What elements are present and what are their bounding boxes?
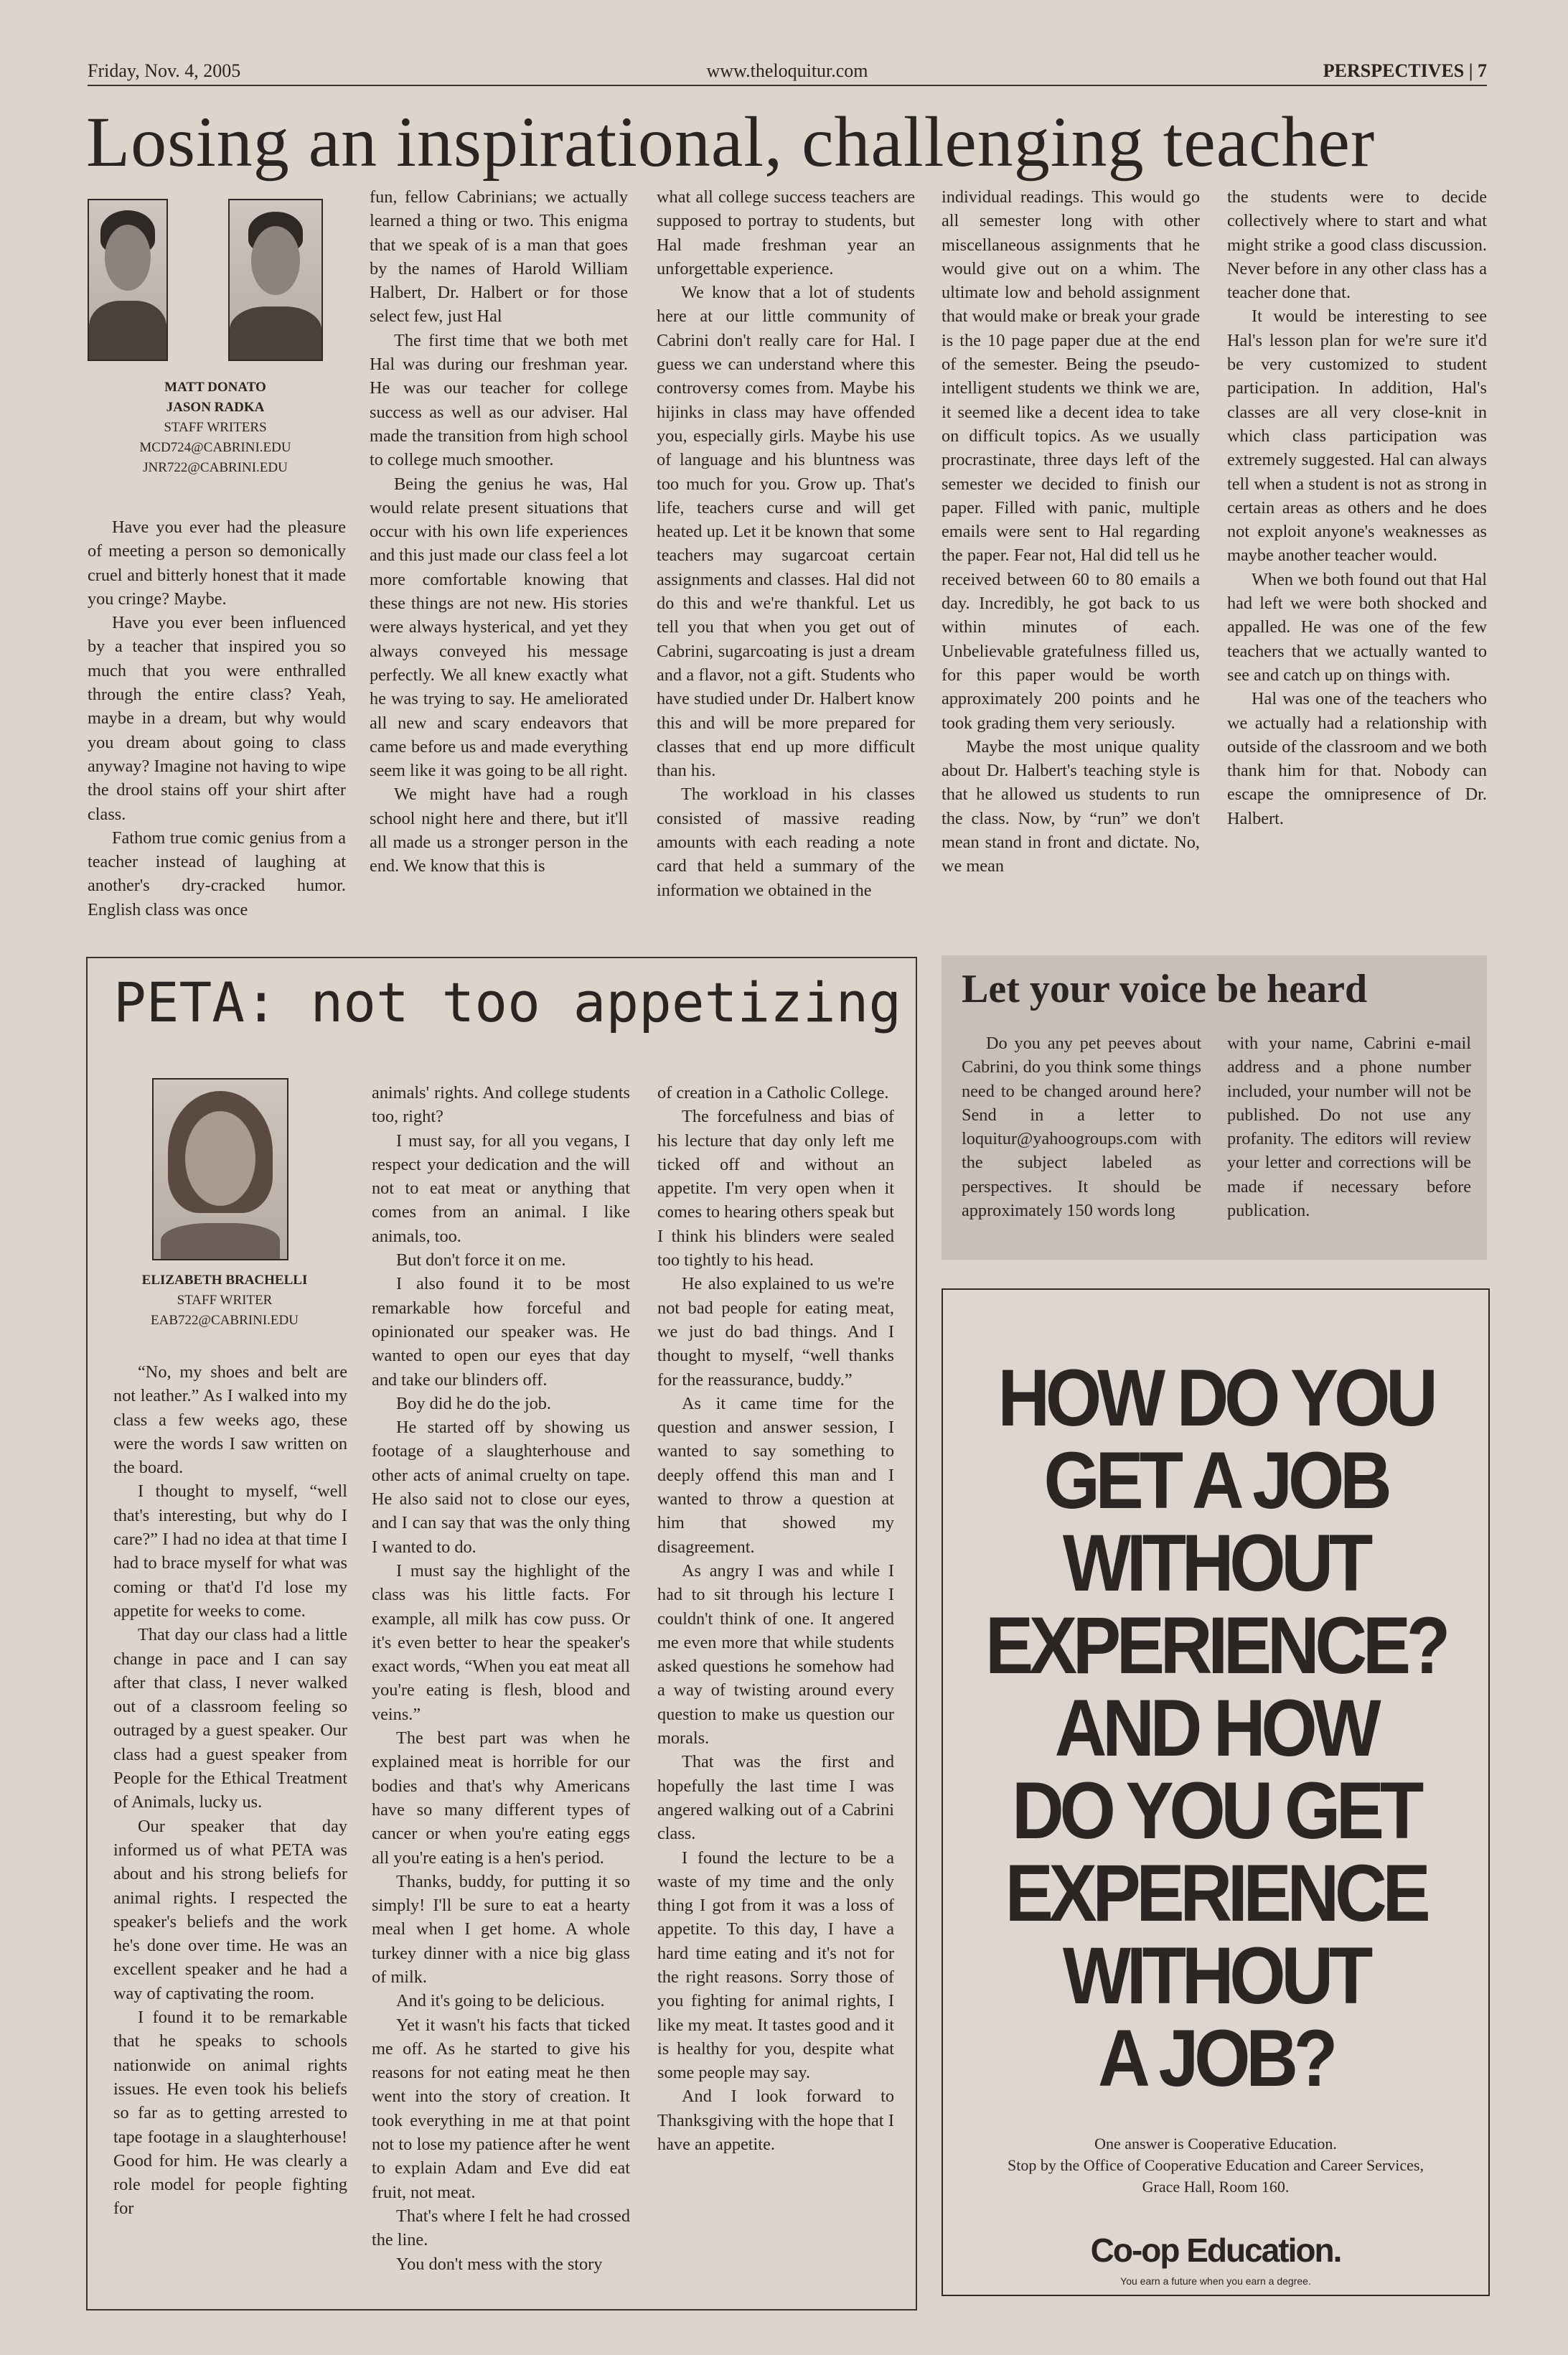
ad-line: A JOB? <box>1097 2013 1334 2103</box>
author-email[interactable]: JNR722@CABRINI.EDU <box>143 460 288 475</box>
coop-logo: Co-op Education. <box>1090 2232 1341 2269</box>
article1-column-1 <box>88 515 346 922</box>
paragraph: I found it to be remarkable that he speaks to schools nationwide on animal rights issues. He even took his beliefs so far as to getting arrested to tape footage in a slaughterhouse! Good for him. He was clearly a role model for people fighting for <box>113 2008 347 2219</box>
paragraph: You don't mess with the story <box>396 2254 603 2274</box>
paragraph: what all college success teachers are supposed to portray to students, but Hal made freshman year an unforgettable experience. <box>657 187 915 278</box>
ad-details <box>942 2133 1490 2198</box>
paragraph: Have you ever had the pleasure of meeting a person so demonically cruel and bitterly honest that it made you cringe? Maybe. <box>88 518 346 609</box>
ad-detail-line: One answer is Cooperative Education. <box>1094 2135 1337 2153</box>
paragraph: individual readings. This would go all semester long with other miscellaneous assignments that he would give out on a whim. The ultimate low and behold assignment that would make or break your grade is the 10 page paper due at the end of the semester. Being the pseudo-intelligent students we think we are, it seemed like a decent idea to take on difficult topics. As we usually procrastinate, three days left of the semester we decided to finish our paper. Filled with panic, multiple emails were sent to Hal regarding the paper. Fear not, Hal did tell us he received between 60 to 80 emails a day. Incredibly, he got back to us within minutes of each. Unbelievable gratefulness filled us, for this paper would be worth approximately 200 points and he took grading them very seriously. <box>942 187 1200 733</box>
site-url[interactable]: www.theloquitur.com <box>706 60 868 81</box>
paragraph: As angry I was and while I had to sit through his lecture I couldn't think of one. It angered me even more that while students asked questions he somehow had a way of twisting around every question to make us question our morals. <box>657 1560 894 1748</box>
ad-line: EXPERIENCE <box>1005 1848 1427 1938</box>
paragraph: The first time that we both met Hal was during our freshman year. He was our teacher for college success as well as our adviser. Hal made the transition from high school to college much smoother. <box>370 330 628 470</box>
ad-line: WITHOUT <box>1062 1931 1369 2021</box>
author-email[interactable]: MCD724@CABRINI.EDU <box>139 440 291 455</box>
paragraph: Maybe the most unique quality about Dr. Halbert's teaching style is that he allowed us students to run the class. Now, by “run” we don't mean stand in front and dictate. No, we mean <box>942 736 1200 876</box>
ad-line: AND HOW <box>1054 1683 1377 1773</box>
author-name: MATT DONATO <box>164 380 266 395</box>
voice-column-2 <box>1227 1031 1471 1222</box>
voice-text: Do you any pet peeves about Cabrini, do you think some things need to be changed around here? Send in a letter to loquitur@yahoogroups.com with the subject labeled as perspectives. It should be approximately 150 words long <box>962 1034 1201 1221</box>
ad-detail-line: Stop by the Office of Cooperative Education and Career Services, <box>1008 2156 1424 2174</box>
article1-column-5 <box>1227 185 1487 830</box>
article2-column-1 <box>113 1360 347 2221</box>
paragraph: I also found it to be most remarkable how forceful and opinionated our speaker was. He wanted to open our eyes that day and take our blinders off. <box>372 1274 630 1390</box>
paragraph: Boy did he do the job. <box>396 1393 551 1413</box>
byline-article1 <box>88 378 343 478</box>
author-name: ELIZABETH BRACHELLI <box>141 1273 308 1288</box>
article-headline: Losing an inspirational, challenging teacher <box>86 102 1376 182</box>
paragraph: He also explained to us we're not bad people for eating meat, we just do bad things. And I thought to myself, “well thanks for the reassurance, buddy.” <box>657 1274 894 1390</box>
section-page-label: PERSPECTIVES | 7 <box>1323 60 1487 81</box>
author-role: STAFF WRITERS <box>164 420 267 435</box>
ad-line: HOW DO YOU <box>997 1353 1434 1443</box>
article2-column-3 <box>657 1081 894 2156</box>
ad-detail-line: Grace Hall, Room 160. <box>1142 2178 1290 2196</box>
author-photo-jason <box>228 199 323 361</box>
paragraph: I must say, for all you vegans, I respect your dedication and the will not to eat meat or anything that comes from an animal. I like animals, too. <box>372 1130 630 1246</box>
byline-article2 <box>100 1270 349 1331</box>
paragraph: I must say the highlight of the class was his little facts. For example, all milk has cow puss. Or it's even better to hear the speaker's exact words, “When you eat meat all you're eating is flesh, blood and veins.” <box>372 1560 630 1724</box>
paragraph: Have you ever been influenced by a teacher that inspired you so much that you were enthralled through the entire class? Yeah, maybe in a dream, but why would you dream about going to class anyway? Imagine not having to wipe the drool stains off your shirt after class. <box>88 613 346 824</box>
issue-date: Friday, Nov. 4, 2005 <box>88 60 241 81</box>
paragraph: animals' rights. And college students too, right? <box>372 1083 630 1127</box>
author-email[interactable]: EAB722@CABRINI.EDU <box>151 1313 299 1328</box>
paragraph: Hal was one of the teachers who we actually had a relationship with outside of the classroom and we both thank him for that. Nobody can escape the omnipresence of Dr. Halbert. <box>1227 689 1487 828</box>
paragraph: Fathom true comic genius from a teacher instead of laughing at another's dry-cracked humor. English class was once <box>88 828 346 919</box>
peta-headline: PETA: not too appetizing <box>113 970 902 1034</box>
paragraph: That day our class had a little change in pace and I can say after that class, I never walked out of a classroom feeling so outraged by a guest speaker. Our class had a guest speaker from People for the Ethical Treatment of Animals, lucky us. <box>113 1625 347 1812</box>
ad-line: DO YOU GET <box>1011 1766 1420 1855</box>
paragraph: We know that a lot of students here at our little community of Cabrini don't really care for Hal. I guess we can understand where this controversy comes from. Maybe his hijinks in class may have offended you, especially girls. Maybe his use of language and his bluntness was too much for you. Grow up. That's life, teachers curse and will get heated up. Let it be known that some teachers may sugarcoat certain assignments and classes. Hal did not do this and we're thankful. Let us tell you that when you get out of Cabrini, sugarcoating is just a dream and a flavor, not a gift. Students who have studied under Dr. Halbert know this and will be more prepared for classes that end up more difficult than his. <box>657 283 915 781</box>
paragraph: Yet it wasn't his facts that ticked me off. As he started to give his reasons for not eating meat he then went into the story of creation. It took everything in me at that point not to lose my patience after he went to explain Adam and Eve did eat fruit, not meat. <box>372 2015 630 2202</box>
running-header <box>88 60 1487 86</box>
paragraph: It would be interesting to see Hal's lesson plan for we're sure it'd be very customized to student participation. In addition, Hal's classes are all very close-knit in which class participation was extremely suggested. Hal can always tell when a student is not as strong in certain areas as others and he does not exploit anyone's weaknesses as maybe another teacher would. <box>1227 306 1487 566</box>
paragraph: When we both found out that Hal had left we were both shocked and appalled. He was one of the few teachers that we actually wanted to see and catch up on things with. <box>1227 569 1487 685</box>
author-name: JASON RADKA <box>166 400 265 415</box>
ad-line: WITHOUT <box>1062 1518 1369 1608</box>
paragraph: As it came time for the question and answer session, I wanted to say something to deeply offend this man and I wanted to throw a question at him that showed my disagreement. <box>657 1393 894 1557</box>
paragraph: Being the genius he was, Hal would relate present situations that occur with his own life experiences and this just made our class feel a lot more comfortable knowing that these things are not new. His stories were always hysterical, and yet they always conveyed his message perfectly. We all knew exactly what he was trying to say. He ameliorated all new and scary endeavors that came before us and made everything seem like it was going to be all right. <box>370 474 628 781</box>
paragraph: Thanks, buddy, for putting it so simply! I'll be sure to eat a hearty meal when I get home. A whole turkey dinner with a nice big glass of milk. <box>372 1871 630 1987</box>
voice-text: with your name, Cabrini e-mail address and a phone number included, your number will not be published. Do not use any profanity. The editors will review your letter and corrections will be made if necessary before publication. <box>1227 1034 1471 1221</box>
author-photo-elizabeth <box>152 1078 288 1260</box>
header-rule <box>88 85 1487 86</box>
paragraph: But don't force it on me. <box>396 1250 566 1270</box>
paragraph: “No, my shoes and belt are not leather.” As I walked into my class a few weeks ago, these were the words I saw written on the board. <box>113 1362 347 1478</box>
ad-line: GET A JOB <box>1043 1436 1388 1525</box>
paragraph: The forcefulness and bias of his lecture that day only left me ticked off and without an appetite. I'm very open when it comes to hearing others speak but I think his blinders were sealed too tightly to his head. <box>657 1107 894 1270</box>
paragraph: We might have had a rough school night here and there, but it'll all made us a stronger person in the end. We know that this is <box>370 785 628 876</box>
paragraph: I found the lecture to be a waste of my time and the only thing I got from it was a loss of appetite. To this day, I have a hard time eating and it's not for the right reasons. Sorry those of you fighting for animal rights, I like my meat. It tastes good and it is healthy for you, despite what some people may say. <box>657 1848 894 2083</box>
author-role: STAFF WRITER <box>177 1293 273 1308</box>
paragraph: And I look forward to Thanksgiving with the hope that I have an appetite. <box>657 2087 894 2155</box>
paragraph: That's where I felt he had crossed the line. <box>372 2206 630 2250</box>
paragraph: of creation in a Catholic College. <box>657 1083 889 1102</box>
voice-column-1 <box>962 1031 1201 1222</box>
paragraph: fun, fellow Cabrinians; we actually learned a thing or two. This enigma that we speak of is a man that goes by the names of Harold William Halbert, Dr. Halbert or for those select few, just Hal <box>370 187 628 327</box>
coop-tagline: You earn a future when you earn a degree. <box>1120 2275 1311 2287</box>
paragraph: He started off by showing us footage of a slaughterhouse and other acts of animal cruelty on tape. He also said not to close our eyes, and I can say that was the only thing I wanted to do. <box>372 1418 630 1557</box>
voice-title: Let your voice be heard <box>962 967 1368 1011</box>
paragraph: And it's going to be delicious. <box>396 1991 605 2011</box>
author-photo-matt <box>88 199 168 361</box>
paragraph: The best part was when he explained meat is horrible for our bodies and that's why Americans have so many different types of cancer or when you're eating eggs all you're eating is a hen's period. <box>372 1728 630 1868</box>
paragraph: the students were to decide collectively where to start and what might strike a good class discussion. Never before in any other class has a teacher done that. <box>1227 187 1487 303</box>
paragraph: Our speaker that day informed us of what PETA was about and his strong beliefs for animal rights. I respected the speaker's beliefs and the work he's done over time. He was an excellent speaker and he had a way of captivating the room. <box>113 1816 347 2003</box>
ad-line: EXPERIENCE? <box>985 1601 1447 1690</box>
article1-column-4 <box>942 185 1200 879</box>
article2-column-2 <box>372 1081 630 2276</box>
paragraph: I thought to myself, “well that's interesting, but why do I care?” I had no idea at that time I had to brace myself for what was coming or that'd I'd lose my appetite for weeks to come. <box>113 1481 347 1621</box>
article1-column-3 <box>657 185 915 902</box>
article1-column-2 <box>370 185 628 879</box>
paragraph: That was the first and hopefully the last time I was angered walking out of a Cabrini class. <box>657 1752 894 1844</box>
ad-question <box>969 1353 1463 2103</box>
paragraph: The workload in his classes consisted of massive reading amounts with each reading a note card that held a summary of the information we obtained in the <box>657 785 915 900</box>
